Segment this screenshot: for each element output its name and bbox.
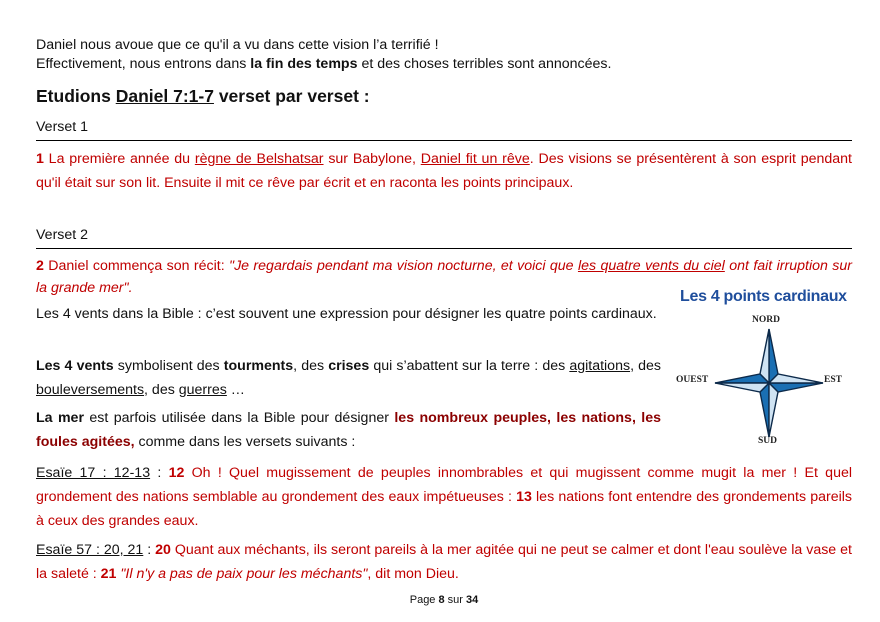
link-regne-belshatsar[interactable]: règne de Belshatsar — [194, 151, 324, 167]
compass-west-light — [715, 383, 769, 392]
verset-1-text: 1 La première année du règne de Belshatsar sur Babylone, Daniel fit un rêve. Des visions se présentèrent à son esprit pendant qu'il était sur son lit. Ensuite il mit ce rêve par écrit et en raconta les points principaux. — [36, 151, 852, 191]
compass-west-label: OUEST — [676, 375, 709, 385]
esaie-57-passage: Esaïe 57 : 20, 21 : 20 Quant aux méchants, ils seront pareils à la mer agitée qui ne peut se calmer et dont l'eau soulève la vase et la saleté : 21 "Il n'y a pas de paix pour les méchants", dit mon Dieu. — [36, 542, 852, 582]
link-quatre-vents[interactable]: les quatre vents du ciel — [577, 258, 725, 274]
compass-east-label: EST — [824, 375, 842, 385]
compass-south-light — [769, 383, 778, 437]
intro-line-1: Daniel nous avoue que ce qu'il a vu dans cette vision l’a terrifié ! — [36, 37, 439, 53]
link-daniel-reve[interactable]: Daniel fit un rêve — [420, 151, 530, 167]
compass-rose-icon — [712, 326, 826, 440]
compass-north-label: NORD — [752, 315, 780, 325]
scripture-reference: Esaïe 57 : 20, 21 — [36, 542, 144, 558]
compass-figure — [666, 288, 856, 453]
compass-west-dark — [715, 374, 769, 383]
verset-1-heading: Verset 1 — [36, 117, 852, 141]
verset-2-text: 2 Daniel commença son récit: "Je regardais pendant ma vision nocturne, et voici que les quatre vents du ciel ont fait irruption sur la grande mer". — [36, 258, 852, 296]
compass-south-label: SUD — [758, 436, 778, 446]
scripture-reference: Daniel 7:1-7 — [115, 86, 214, 106]
page-footer: Page 8 sur 34 — [409, 594, 479, 606]
intro-line-2: Effectivement, nous entrons dans la fin des temps et des choses terribles sont annoncées. — [36, 56, 612, 72]
compass-east-light — [769, 374, 823, 383]
vents-paragraph: Les 4 vents dans la Bible : c’est souvent une expression pour désigner les quatre points cardinaux. — [36, 306, 657, 322]
mer-paragraph: La mer est parfois utilisée dans la Bible pour désigner les nombreux peuples, les nations, les foules agitées, comme dans les versets suivants : — [36, 410, 662, 450]
scripture-reference: Esaïe 17 : 12-13 — [36, 465, 151, 481]
section-heading: Etudions Daniel 7:1-7 verset par verset : — [36, 86, 370, 106]
verset-2-heading: Verset 2 — [36, 225, 852, 249]
compass-title: Les 4 points cardinaux — [680, 288, 847, 305]
esaie-17-passage: Esaïe 17 : 12-13 : 12 Oh ! Quel mugissement de peuples innombrables et qui mugissent comme mugit la mer ! Et quel grondement des nations semblable au grondement des eaux impétueuses : 13 les nations font entendre des grondements pareils à ceux des grandes eaux. — [36, 465, 852, 529]
symbolism-paragraph: Les 4 vents symbolisent des tourments, des crises qui s’abattent sur la terre : des agitations, des bouleversements, des guerres … — [36, 358, 661, 398]
